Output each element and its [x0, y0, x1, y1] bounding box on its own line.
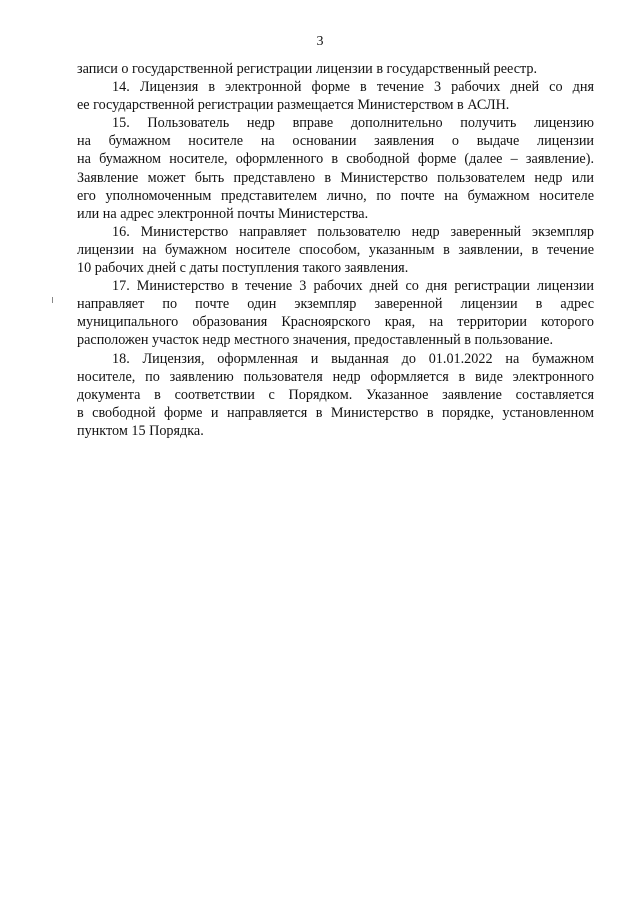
text-line: 18. Лицензия, оформленная и выданная до 01.01.2022 на бумажном	[112, 350, 594, 367]
text-line: на бумажном носителе, оформленного в свободной форме (далее – заявление).	[77, 151, 594, 168]
text-line: Заявление может быть представлено в Министерство пользователем недр или	[77, 169, 594, 186]
margin-mark	[52, 297, 53, 303]
text-line: ее государственной регистрации размещается Министерством в АСЛН.	[77, 97, 510, 114]
text-line: пунктом 15 Порядка.	[77, 422, 204, 439]
paragraph-17	[77, 277, 594, 349]
text-line: документа в соответствии с Порядком. Указанное заявление составляется	[77, 386, 594, 403]
text-line: записи о государственной регистрации лицензии в государственный реестр.	[77, 61, 538, 77]
page-number: 3	[316, 34, 324, 49]
document-body	[77, 60, 594, 440]
paragraph-18	[77, 350, 594, 440]
text-line: 15. Пользователь недр вправе дополнительно получить лицензию	[112, 115, 594, 132]
text-line: носителе, по заявлению пользователя недр оформляется в виде электронного	[77, 368, 594, 385]
text-line: лицензии на бумажном носителе способом, указанным в заявлении, в течение	[77, 241, 594, 258]
text-line: на бумажном носителе на основании заявления о выдаче лицензии	[77, 133, 594, 150]
text-line: направляет по почте один экземпляр заверенной лицензии в адрес	[77, 296, 594, 313]
text-line: расположен участок недр местного значения, предоставленный в пользование.	[77, 332, 553, 349]
paragraph-15	[77, 114, 594, 223]
text-line: или на адрес электронной почты Министерства.	[77, 205, 369, 222]
text-line: 17. Министерство в течение 3 рабочих дней со дня регистрации лицензии	[112, 278, 594, 295]
text-line: муниципального образования Красноярского края, на территории которого	[77, 314, 594, 331]
paragraph-continuation	[77, 60, 594, 78]
text-line: его уполномоченным представителем лично, по почте на бумажном носителе	[77, 187, 594, 204]
paragraph-14	[77, 78, 594, 114]
text-line: 10 рабочих дней с даты поступления такого заявления.	[77, 260, 409, 277]
text-line: в свободной форме и направляется в Министерство в порядке, установленном	[77, 404, 594, 421]
text-line: 14. Лицензия в электронной форме в течение 3 рабочих дней со дня	[112, 79, 594, 96]
paragraph-16	[77, 223, 594, 277]
text-line: 16. Министерство направляет пользователю недр заверенный экземпляр	[112, 223, 594, 240]
